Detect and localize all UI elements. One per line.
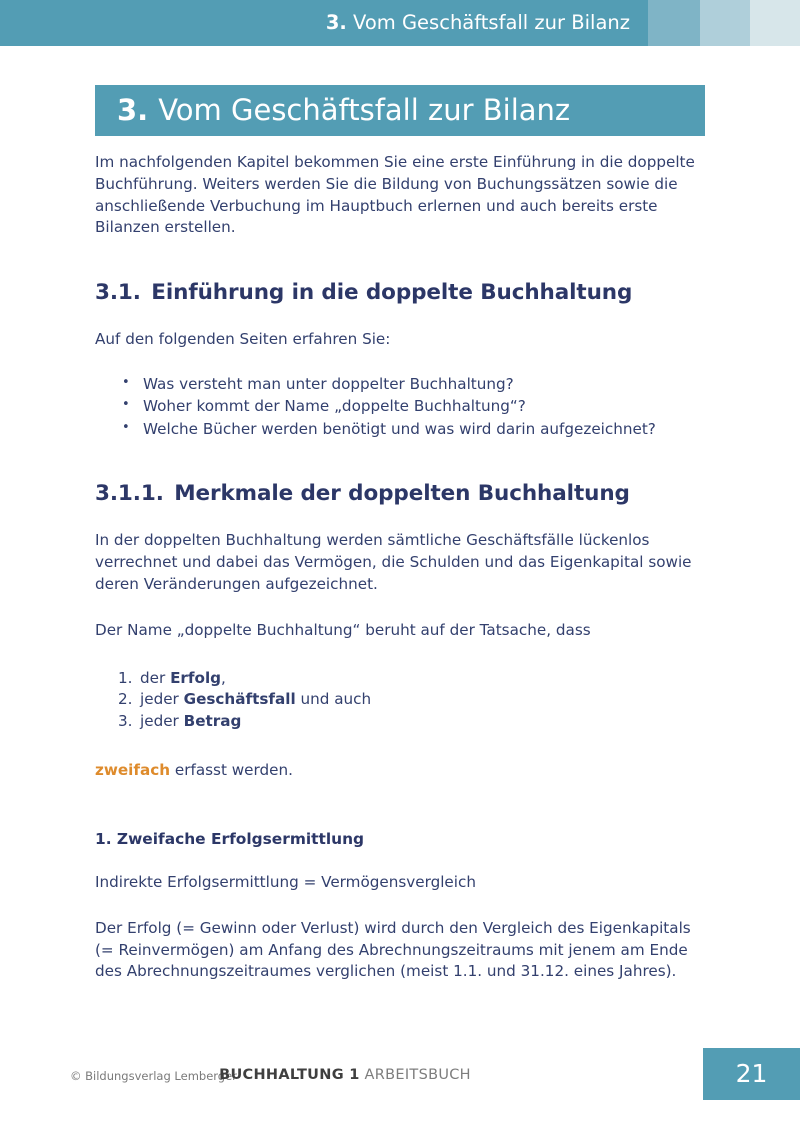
- numbered-item-prefix: jeder: [140, 711, 184, 730]
- heading-3-1-number: 3.1.: [95, 280, 141, 306]
- heading-3-1-title: Einführung in die doppelte Buchhaltung: [151, 280, 633, 306]
- running-header-block-4: [750, 0, 800, 46]
- footer-copyright: © Bildungsverlag Lemberger: [70, 1069, 237, 1083]
- list-item: [95, 689, 705, 711]
- highlight-paragraph: [95, 760, 705, 782]
- running-header-block-3: [700, 0, 750, 46]
- footer-book-title: [0, 1067, 800, 1083]
- footer-book-title-light: ARBEITSBUCH: [359, 1067, 471, 1083]
- bullet-text: Welche Bücher werden benötigt und was wird darin aufgezeichnet?: [143, 419, 656, 438]
- section-3-1-1-numbered-list: [95, 668, 705, 733]
- subheading-zweifache-erfolgsermittlung: 1. Zweifache Erfolgsermittlung: [95, 829, 365, 848]
- footer-book-title-strong: BUCHHALTUNG 1: [219, 1067, 360, 1083]
- chapter-title: Vom Geschäftsfall zur Bilanz: [158, 93, 571, 127]
- running-header-title: Vom Geschäftsfall zur Bilanz: [353, 11, 630, 34]
- numbered-item-bold: Betrag: [183, 711, 242, 730]
- heading-3-1-1-number: 3.1.1.: [95, 481, 164, 507]
- content-column: [95, 152, 705, 983]
- running-header-text: [0, 0, 648, 46]
- numbered-item-suffix: und auch: [295, 690, 372, 709]
- running-header-block-2: [648, 0, 700, 46]
- heading-3-1-1-title: Merkmale der doppelten Buchhaltung: [174, 481, 630, 507]
- highlight-rest: erfasst werden.: [170, 761, 293, 780]
- numbered-item-bold: Geschäftsfall: [183, 690, 296, 709]
- numbered-item-bold: Erfolg: [170, 668, 222, 687]
- section-3-1-1-paragraph-1: In der doppelten Buchhaltung werden sämtliche Geschäftsfälle lückenlos verrechnet und dabei das Vermögen, die Schulden und das Eigenkapital sowie deren Veränderungen aufgezeichnet.: [95, 531, 692, 594]
- section-3-1-1-paragraph-3: Indirekte Erfolgsermittlung = Vermögensvergleich: [95, 872, 476, 891]
- section-3-1-1-paragraph-4: Der Erfolg (= Gewinn oder Verlust) wird durch den Vergleich des Eigenkapitals (= Reinvermögen) am Anfang des Abrechnungszeitraums mit jenem am Ende des Abrechnungszeitraumes verglichen (meist 1.1. und 31.12. eines Jahres).: [95, 918, 691, 981]
- running-header: [0, 0, 800, 46]
- section-3-1-lead: Auf den folgenden Seiten erfahren Sie:: [95, 330, 391, 349]
- heading-section-3-1-1: [95, 481, 705, 506]
- bullet-text: Woher kommt der Name „doppelte Buchhaltung“?: [143, 397, 526, 416]
- numbered-item-suffix: ,: [221, 668, 226, 687]
- numbered-item-prefix: der: [140, 668, 171, 687]
- page-footer: [0, 1045, 800, 1131]
- list-item: [95, 395, 705, 418]
- section-3-1-1-paragraph-2: Der Name „doppelte Buchhaltung“ beruht auf der Tatsache, dass: [95, 620, 591, 639]
- intro-paragraph: Im nachfolgenden Kapitel bekommen Sie eine erste Einführung in die doppelte Buchführung. Weiters werden Sie die Bildung von Buchungssätzen sowie die anschließende Verbuchung im Hauptbuch erlernen und auch bereits erste Bilanzen erstellen.: [95, 153, 695, 237]
- numbered-item-prefix: jeder: [140, 690, 184, 709]
- running-header-number: 3.: [325, 11, 347, 34]
- heading-section-3-1: [95, 280, 705, 305]
- chapter-number: 3.: [117, 93, 149, 127]
- bullet-text: Was versteht man unter doppelter Buchhaltung?: [143, 374, 514, 393]
- page-number-box: [703, 1048, 800, 1100]
- section-3-1-bullet-list: [95, 373, 705, 441]
- highlight-word: zweifach: [95, 761, 171, 780]
- list-item: [95, 418, 705, 441]
- list-item: [95, 711, 705, 733]
- chapter-title-banner: [95, 85, 705, 136]
- chapter-title-inner: [117, 85, 570, 136]
- list-item: [95, 668, 705, 690]
- page-number: 21: [735, 1059, 768, 1088]
- list-item: [95, 373, 705, 396]
